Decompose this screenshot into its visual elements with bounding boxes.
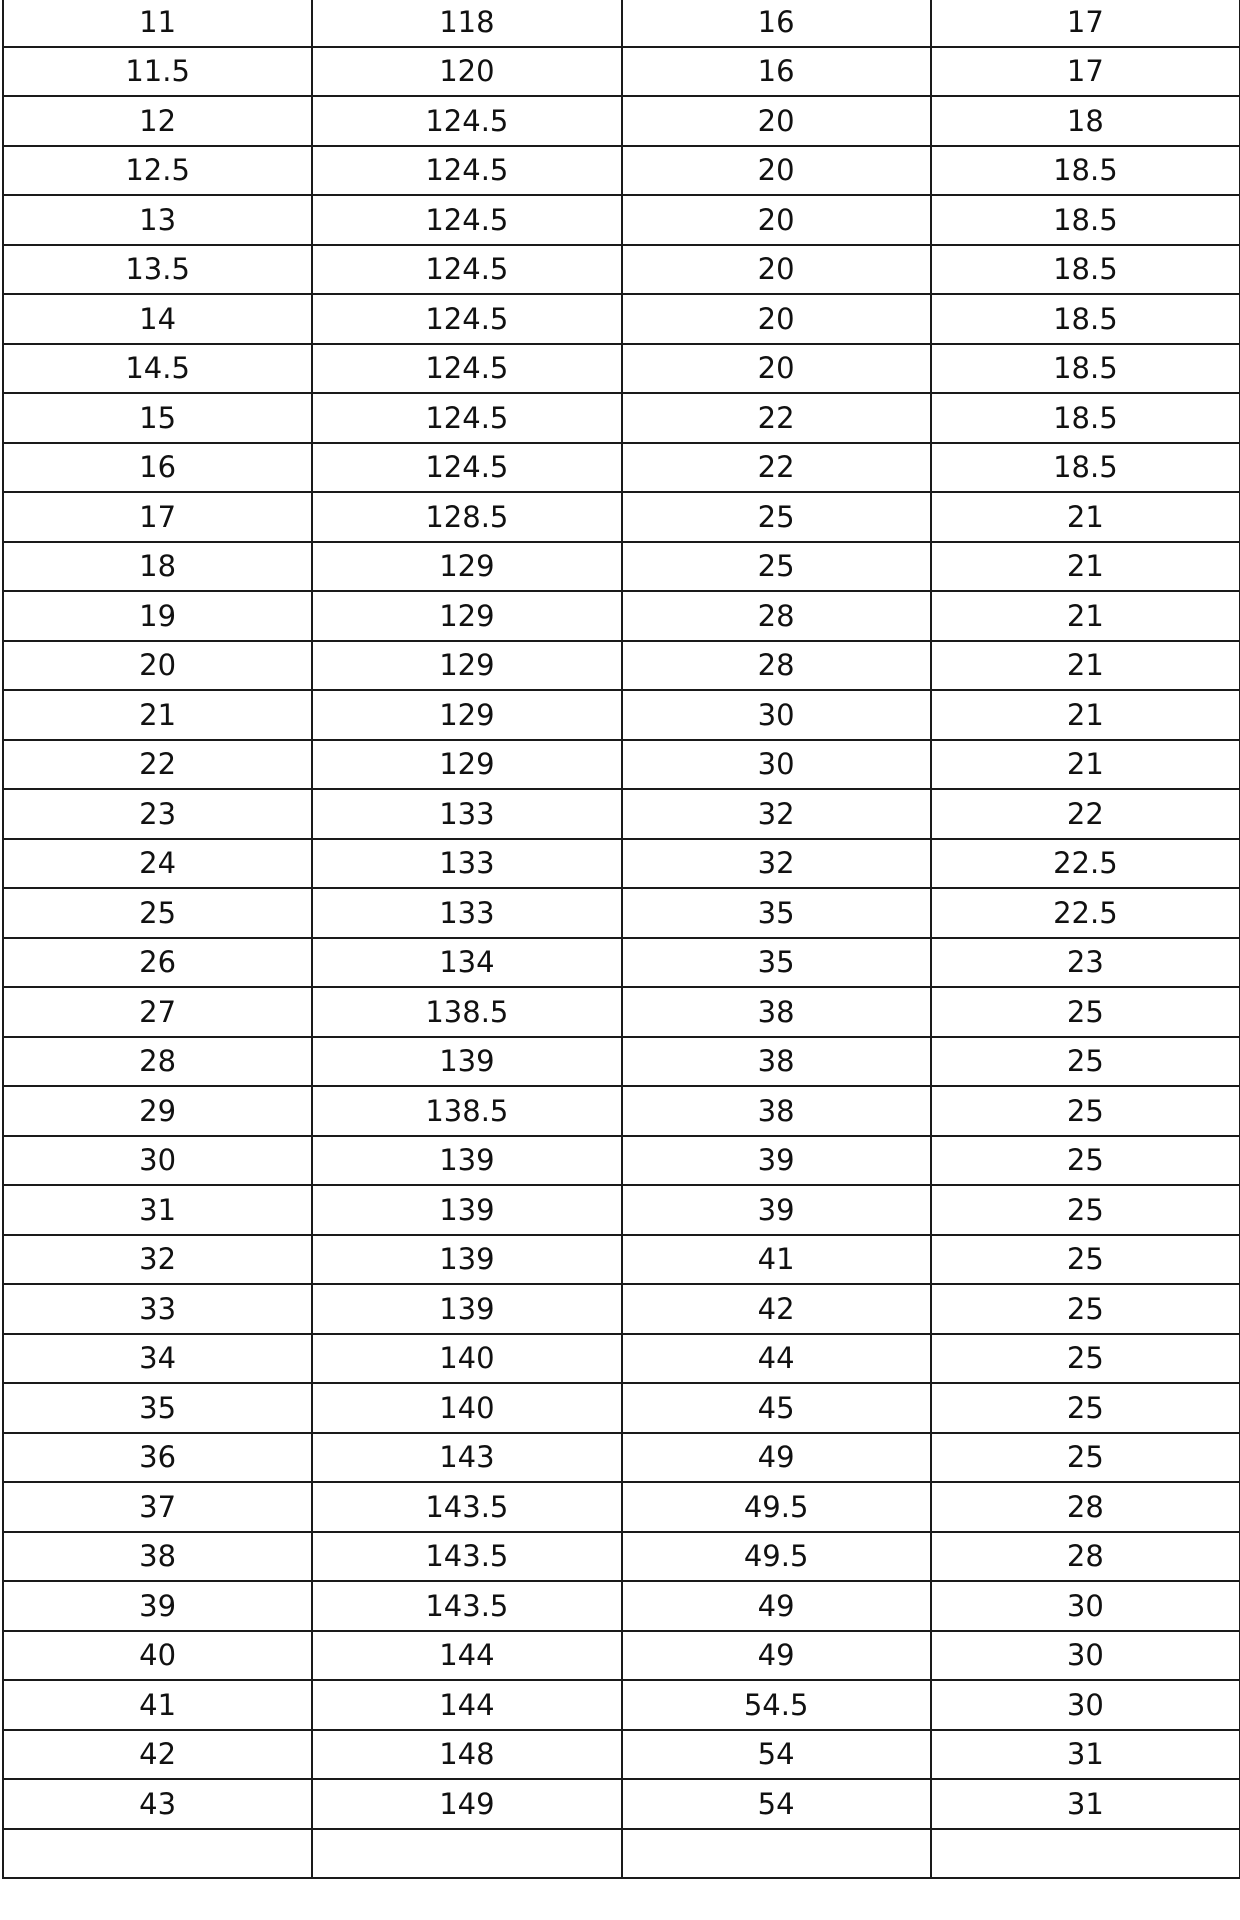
table-row: [3, 47, 1240, 97]
table-cell-col-a[interactable]: 13.5: [3, 245, 312, 295]
table-cell-col-a[interactable]: 20: [3, 641, 312, 691]
table-cell-col-d[interactable]: 18.5: [931, 344, 1240, 394]
table-cell-col-b[interactable]: 138.5: [312, 1086, 621, 1136]
table-cell-col-d[interactable]: 25: [931, 1136, 1240, 1186]
table-cell-col-a[interactable]: 29: [3, 1086, 312, 1136]
table-cell-col-d[interactable]: 22.5: [931, 888, 1240, 938]
table-row: [3, 987, 1240, 1037]
table-row: [3, 1631, 1240, 1681]
table-cell-empty[interactable]: [622, 1829, 931, 1879]
table-cell-col-c[interactable]: 20: [622, 344, 931, 394]
table-cell-col-c[interactable]: 49: [622, 1631, 931, 1681]
table-row: [3, 1383, 1240, 1433]
table-cell-col-c[interactable]: 30: [622, 690, 931, 740]
table-row: [3, 146, 1240, 196]
table-cell-col-b[interactable]: 133: [312, 789, 621, 839]
table-cell-col-b[interactable]: 149: [312, 1779, 621, 1829]
table-cell-col-d[interactable]: 21: [931, 740, 1240, 790]
table-cell-col-d[interactable]: 18.5: [931, 245, 1240, 295]
table-cell-col-a[interactable]: 42: [3, 1730, 312, 1780]
table-body: [3, 0, 1240, 1878]
table-cell-col-d[interactable]: 28: [931, 1532, 1240, 1582]
table-row: [3, 591, 1240, 641]
table-cell-col-d[interactable]: 25: [931, 1334, 1240, 1384]
table-row: [3, 1581, 1240, 1631]
table-row: [3, 294, 1240, 344]
table-row: [3, 195, 1240, 245]
table-cell-col-a[interactable]: 17: [3, 492, 312, 542]
table-cell-col-c[interactable]: 22: [622, 393, 931, 443]
table-cell-col-d[interactable]: 25: [931, 1086, 1240, 1136]
table-cell-col-d[interactable]: 21: [931, 492, 1240, 542]
table-cell-col-d[interactable]: 25: [931, 1383, 1240, 1433]
table-cell-col-b[interactable]: 144: [312, 1631, 621, 1681]
table-cell-col-d[interactable]: 25: [931, 987, 1240, 1037]
table-row: [3, 1680, 1240, 1730]
table-cell-col-c[interactable]: 28: [622, 641, 931, 691]
table-cell-col-a[interactable]: 16: [3, 443, 312, 493]
table-cell-col-a[interactable]: 24: [3, 839, 312, 889]
table-cell-col-a[interactable]: 30: [3, 1136, 312, 1186]
table-cell-empty[interactable]: [3, 1829, 312, 1879]
table-cell-col-c[interactable]: 54: [622, 1730, 931, 1780]
table-cell-col-a[interactable]: 27: [3, 987, 312, 1037]
table-cell-col-c[interactable]: 38: [622, 1086, 931, 1136]
table-cell-col-d[interactable]: 21: [931, 591, 1240, 641]
table-cell-col-d[interactable]: 18.5: [931, 195, 1240, 245]
table-cell-col-a[interactable]: 33: [3, 1284, 312, 1334]
table-cell-col-a[interactable]: 28: [3, 1037, 312, 1087]
table-cell-col-b[interactable]: 129: [312, 591, 621, 641]
table-row: [3, 1334, 1240, 1384]
table-cell-col-a[interactable]: 13: [3, 195, 312, 245]
table-row: [3, 393, 1240, 443]
table-row: [3, 1482, 1240, 1532]
table-row: [3, 344, 1240, 394]
table-cell-col-a[interactable]: 18: [3, 542, 312, 592]
table-cell-col-c[interactable]: 35: [622, 938, 931, 988]
table-cell-col-d[interactable]: 18.5: [931, 146, 1240, 196]
table-cell-col-d[interactable]: 21: [931, 542, 1240, 592]
table-cell-col-d[interactable]: 18.5: [931, 294, 1240, 344]
table-cell-col-b[interactable]: 129: [312, 542, 621, 592]
table-row-partial: [3, 1829, 1240, 1879]
table-cell-col-a[interactable]: 22: [3, 740, 312, 790]
table-cell-col-a[interactable]: 21: [3, 690, 312, 740]
table-row: [3, 740, 1240, 790]
table-cell-col-c[interactable]: 38: [622, 1037, 931, 1087]
table-row: [3, 839, 1240, 889]
table-cell-col-b[interactable]: 120: [312, 47, 621, 97]
table-cell-col-c[interactable]: 38: [622, 987, 931, 1037]
table-cell-col-a[interactable]: 31: [3, 1185, 312, 1235]
table-cell-col-c[interactable]: 49.5: [622, 1532, 931, 1582]
table-cell-col-d[interactable]: 28: [931, 1482, 1240, 1532]
table-row: [3, 938, 1240, 988]
table-cell-col-d[interactable]: 30: [931, 1631, 1240, 1681]
table-cell-col-a[interactable]: 36: [3, 1433, 312, 1483]
table-cell-col-c[interactable]: 49.5: [622, 1482, 931, 1532]
table-cell-col-a[interactable]: 32: [3, 1235, 312, 1285]
table-cell-col-d[interactable]: 17: [931, 0, 1240, 47]
table-cell-col-a[interactable]: 12: [3, 96, 312, 146]
table-cell-col-b[interactable]: 133: [312, 888, 621, 938]
table-cell-col-d[interactable]: 22.5: [931, 839, 1240, 889]
table-row: [3, 492, 1240, 542]
table-cell-col-c[interactable]: 41: [622, 1235, 931, 1285]
table-cell-col-d[interactable]: 25: [931, 1235, 1240, 1285]
table-cell-empty[interactable]: [312, 1829, 621, 1879]
table-cell-col-a[interactable]: 14.5: [3, 344, 312, 394]
table-cell-col-a[interactable]: 19: [3, 591, 312, 641]
table-row: [3, 1086, 1240, 1136]
table-row: [3, 690, 1240, 740]
table-cell-col-c[interactable]: 16: [622, 0, 931, 47]
table-cell-col-b[interactable]: 143: [312, 1433, 621, 1483]
table-cell-col-b[interactable]: 140: [312, 1334, 621, 1384]
table-cell-col-b[interactable]: 139: [312, 1235, 621, 1285]
table-cell-col-c[interactable]: 25: [622, 542, 931, 592]
table-cell-col-d[interactable]: 23: [931, 938, 1240, 988]
table-cell-col-d[interactable]: 25: [931, 1433, 1240, 1483]
table-cell-col-d[interactable]: 21: [931, 690, 1240, 740]
table-cell-col-b[interactable]: 129: [312, 641, 621, 691]
table-row: [3, 1532, 1240, 1582]
data-table: [2, 0, 1240, 1879]
table-cell-col-c[interactable]: 44: [622, 1334, 931, 1384]
table-cell-col-b[interactable]: 133: [312, 839, 621, 889]
table-cell-col-a[interactable]: 11: [3, 0, 312, 47]
table-cell-col-b[interactable]: 148: [312, 1730, 621, 1780]
table-cell-col-a[interactable]: 39: [3, 1581, 312, 1631]
table-cell-col-b[interactable]: 144: [312, 1680, 621, 1730]
table-cell-col-b[interactable]: 143.5: [312, 1581, 621, 1631]
table-row: [3, 1730, 1240, 1780]
table-cell-col-a[interactable]: 23: [3, 789, 312, 839]
table-cell-col-a[interactable]: 26: [3, 938, 312, 988]
table-cell-col-d[interactable]: 18.5: [931, 393, 1240, 443]
table-cell-col-b[interactable]: 124.5: [312, 245, 621, 295]
table-cell-col-a[interactable]: 35: [3, 1383, 312, 1433]
table-cell-col-b[interactable]: 129: [312, 690, 621, 740]
table-cell-col-c[interactable]: 16: [622, 47, 931, 97]
table-row: [3, 1433, 1240, 1483]
table-cell-col-d[interactable]: 22: [931, 789, 1240, 839]
table-cell-col-c[interactable]: 20: [622, 146, 931, 196]
table-cell-col-c[interactable]: 22: [622, 443, 931, 493]
table-cell-col-b[interactable]: 139: [312, 1037, 621, 1087]
table-cell-col-d[interactable]: 21: [931, 641, 1240, 691]
table-cell-col-b[interactable]: 124.5: [312, 146, 621, 196]
table-cell-col-b[interactable]: 143.5: [312, 1532, 621, 1582]
table-cell-col-b[interactable]: 139: [312, 1185, 621, 1235]
table-cell-col-c[interactable]: 42: [622, 1284, 931, 1334]
table-cell-col-c[interactable]: 30: [622, 740, 931, 790]
table-row: [3, 789, 1240, 839]
table-cell-col-b[interactable]: 124.5: [312, 294, 621, 344]
table-cell-col-d[interactable]: 30: [931, 1680, 1240, 1730]
table-cell-col-c[interactable]: 49: [622, 1581, 931, 1631]
table-cell-col-c[interactable]: 32: [622, 789, 931, 839]
table-cell-col-a[interactable]: 14: [3, 294, 312, 344]
table-cell-col-b[interactable]: 118: [312, 0, 621, 47]
table-cell-col-d[interactable]: 31: [931, 1779, 1240, 1829]
table-row: [3, 245, 1240, 295]
table-cell-col-c[interactable]: 39: [622, 1185, 931, 1235]
table-cell-col-c[interactable]: 20: [622, 294, 931, 344]
table-cell-col-b[interactable]: 124.5: [312, 393, 621, 443]
table-cell-col-a[interactable]: 40: [3, 1631, 312, 1681]
table-cell-empty[interactable]: [931, 1829, 1240, 1879]
table-cell-col-c[interactable]: 54.5: [622, 1680, 931, 1730]
table-cell-col-a[interactable]: 15: [3, 393, 312, 443]
table-row: [3, 443, 1240, 493]
table-cell-col-b[interactable]: 124.5: [312, 443, 621, 493]
table-cell-col-c[interactable]: 20: [622, 195, 931, 245]
table-cell-col-d[interactable]: 18.5: [931, 443, 1240, 493]
table-row: [3, 1235, 1240, 1285]
table-row: [3, 1037, 1240, 1087]
table-row: [3, 888, 1240, 938]
table-cell-col-d[interactable]: 25: [931, 1185, 1240, 1235]
table-cell-col-b[interactable]: 129: [312, 740, 621, 790]
table-cell-col-a[interactable]: 43: [3, 1779, 312, 1829]
table-cell-col-c[interactable]: 32: [622, 839, 931, 889]
table-cell-col-b[interactable]: 134: [312, 938, 621, 988]
table-cell-col-b[interactable]: 124.5: [312, 195, 621, 245]
table-cell-col-a[interactable]: 38: [3, 1532, 312, 1582]
table-cell-col-a[interactable]: 11.5: [3, 47, 312, 97]
table-cell-col-d[interactable]: 17: [931, 47, 1240, 97]
table-row: [3, 96, 1240, 146]
table-cell-col-c[interactable]: 49: [622, 1433, 931, 1483]
table-cell-col-b[interactable]: 124.5: [312, 96, 621, 146]
table-cell-col-d[interactable]: 30: [931, 1581, 1240, 1631]
table-cell-col-b[interactable]: 128.5: [312, 492, 621, 542]
table-cell-col-b[interactable]: 140: [312, 1383, 621, 1433]
table-cell-col-c[interactable]: 35: [622, 888, 931, 938]
table-cell-col-d[interactable]: 18: [931, 96, 1240, 146]
table-cell-col-d[interactable]: 25: [931, 1037, 1240, 1087]
table-cell-col-b[interactable]: 143.5: [312, 1482, 621, 1532]
table-row: [3, 1779, 1240, 1829]
table-row: [3, 1284, 1240, 1334]
table-cell-col-d[interactable]: 31: [931, 1730, 1240, 1780]
table-cell-col-a[interactable]: 37: [3, 1482, 312, 1532]
table-cell-col-a[interactable]: 12.5: [3, 146, 312, 196]
table-cell-col-c[interactable]: 20: [622, 245, 931, 295]
table-cell-col-d[interactable]: 25: [931, 1284, 1240, 1334]
table-cell-col-c[interactable]: 28: [622, 591, 931, 641]
table-row: [3, 542, 1240, 592]
table-cell-col-c[interactable]: 54: [622, 1779, 931, 1829]
table-row: [3, 1185, 1240, 1235]
table-cell-col-b[interactable]: 138.5: [312, 987, 621, 1037]
table-row: [3, 1136, 1240, 1186]
table-cell-col-c[interactable]: 25: [622, 492, 931, 542]
table-cell-col-c[interactable]: 45: [622, 1383, 931, 1433]
table-cell-col-a[interactable]: 41: [3, 1680, 312, 1730]
table-cell-col-a[interactable]: 25: [3, 888, 312, 938]
table-cell-col-b[interactable]: 139: [312, 1136, 621, 1186]
table-row: [3, 641, 1240, 691]
table-cell-col-a[interactable]: 34: [3, 1334, 312, 1384]
table-cell-col-c[interactable]: 39: [622, 1136, 931, 1186]
table-row: [3, 0, 1240, 47]
table-cell-col-b[interactable]: 139: [312, 1284, 621, 1334]
table-cell-col-c[interactable]: 20: [622, 96, 931, 146]
table-cell-col-b[interactable]: 124.5: [312, 344, 621, 394]
